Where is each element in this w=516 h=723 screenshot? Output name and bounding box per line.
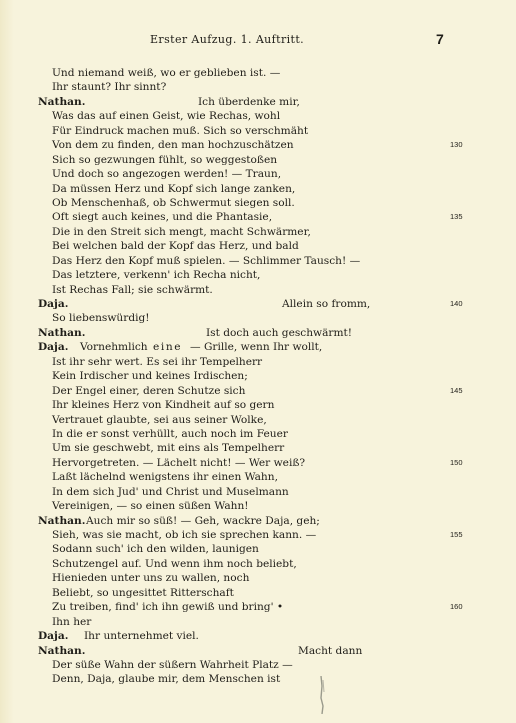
speaker-name: Nathan. [38, 514, 86, 527]
verse-line [0, 167, 516, 181]
verse-text-line: In die er sonst verhüllt, auch noch im Feuer [52, 427, 288, 440]
verse-text-line: Von dem zu finden, den man hochzuschätzen [52, 139, 294, 152]
verse-text-line: Das Herz den Kopf muß spielen. — Schlimmer Tausch! — [52, 254, 361, 267]
verse-line [0, 384, 516, 398]
verse-line [0, 600, 516, 614]
verse-text-line: Der süße Wahn der süßern Wahrheit Platz — [52, 658, 293, 671]
verse-text-line: Schutzengel auf. Und wenn ihm noch beliebt, [52, 557, 297, 570]
verse-line [0, 210, 516, 224]
verse-text-line: Und doch so angezogen werden! — Traun, [52, 168, 282, 181]
line-number: 145 [450, 385, 463, 395]
verse-text-line: Oft siegt auch keines, und die Phantasie, [52, 211, 273, 224]
verse-text-line: Beliebt, so ungesittet Ritterschaft [52, 586, 234, 599]
line-number: 135 [450, 212, 463, 222]
verse-text-line: Das letztere, verkenn' ich Recha nicht, [52, 269, 261, 282]
verse-text-line: Vereinigen, — so einen süßen Wahn! [52, 500, 249, 513]
verse-line [0, 586, 516, 600]
verse-text-line: Ob Menschenhaß, ob Schwermut siegen soll. [52, 196, 295, 209]
verse-line [0, 456, 516, 470]
verse-text-line: Vertrauet glaubte, sei aus seiner Wolke, [52, 413, 267, 426]
verse-text-line: Ihr staunt? Ihr sinnt? [52, 81, 167, 94]
verse-text-line: Ist Rechas Fall; sie schwärmt. [52, 283, 213, 296]
verse-line [0, 196, 516, 210]
verse-line [0, 672, 516, 686]
verse-line [0, 153, 516, 167]
verse-line [0, 470, 516, 484]
verse-text-line: In dem sich Jud' und Christ und Muselmann [52, 485, 289, 498]
verse-line [0, 542, 516, 556]
line-number: 150 [450, 457, 463, 467]
verse-line [0, 297, 516, 311]
verse-text-line: Um sie geschwebt, mit eins als Tempelherr [52, 442, 285, 455]
speech-text: Macht dann [298, 644, 363, 657]
verse-text-line: Denn, Daja, glaube mir, dem Menschen ist [52, 673, 281, 686]
verse-line [0, 528, 516, 542]
line-number: 140 [450, 299, 463, 308]
speaker-name: Daja. [38, 341, 69, 354]
speech-text: Auch mir so süß! — Geh, wackre Daja, geh; [86, 514, 320, 527]
verse-line [0, 268, 516, 282]
verse-line [0, 124, 516, 138]
page-number: 7 [436, 31, 444, 47]
speech-text: Ist doch auch geschwärmt! [206, 326, 353, 339]
speaker-name: Daja. [38, 298, 69, 310]
verse-line [0, 499, 516, 513]
speaker-name: Nathan. [38, 644, 86, 657]
verse-line [0, 485, 516, 499]
verse-line [0, 413, 516, 427]
verse-text-line: Zu treiben, find' ich ihn gewiß und bring' • [52, 601, 284, 614]
verse-text-line: Hervorgetreten. — Lächelt nicht! — Wer weiß? [52, 456, 306, 469]
verse-line [0, 66, 516, 80]
verse-text-line: Die in den Streit sich mengt, macht Schwärmer, [52, 225, 311, 238]
verse-line [0, 571, 516, 585]
verse-line [0, 283, 516, 297]
verse-line [0, 326, 516, 340]
speaker-name: Nathan. [38, 95, 86, 108]
verse-text-line: Sodann such' ich den wilden, launigen [52, 543, 259, 556]
verse-text-line: Ihn her [52, 615, 92, 628]
verse-text-line: Ist ihr sehr wert. Es sei ihr Tempelherr [52, 355, 263, 368]
verse-line [0, 398, 516, 412]
speaker-name: Nathan. [38, 326, 86, 339]
speaker-name: Daja. [38, 630, 69, 643]
verse-line [0, 514, 516, 528]
verse-text-line: Bei welchen bald der Kopf das Herz, und bald [52, 240, 299, 253]
verse-text-line: Für Eindruck machen muß. Sich so verschmäht [52, 124, 309, 137]
verse-line [0, 225, 516, 239]
verse-text-line: Ihr kleines Herz von Kindheit auf so gern [52, 399, 275, 412]
verse-text-line: Sieh, was sie macht, ob ich sie sprechen kann. — [52, 529, 317, 541]
running-head: Erster Aufzug. 1. Auftritt. [150, 33, 305, 46]
verse-line [0, 109, 516, 123]
verse-text-line: Was das auf einen Geist, wie Rechas, wohl [52, 110, 281, 123]
verse-line [0, 340, 516, 354]
speech-text: — Grille, wenn Ihr wollt, [190, 341, 323, 354]
speech-text: Ich überdenke mir, [198, 95, 300, 108]
verse-line [0, 355, 516, 369]
speech-text: Vornehmlich [80, 341, 148, 354]
verse-text-line: Sich so gezwungen fühlt, so weggestoßen [52, 153, 278, 166]
verse-line [0, 644, 516, 658]
verse-line [0, 615, 516, 629]
verse-text-line: Der Engel einer, deren Schutze sich [52, 384, 246, 397]
verse-line [0, 80, 516, 94]
margin-pencil-mark [318, 676, 326, 714]
line-number: 130 [450, 140, 463, 150]
verse-text-line: Und niemand weiß, wo er geblieben ist. — [52, 67, 281, 79]
verse-text-line: So liebenswürdig! [52, 312, 150, 325]
verse-line [0, 138, 516, 152]
verse-line [0, 311, 516, 325]
verse-line [0, 557, 516, 571]
verse-line [0, 369, 516, 383]
line-number: 160 [450, 602, 463, 612]
verse-line [0, 658, 516, 672]
line-number: 155 [450, 530, 463, 539]
verse-line [0, 254, 516, 268]
verse-text-line: Kein Irdischer und keines Irdischen; [52, 370, 248, 383]
verse-line [0, 95, 516, 109]
verse-text-line: Da müssen Herz und Kopf sich lange zanken, [52, 182, 296, 195]
verse-line [0, 629, 516, 643]
speech-text: eine [153, 341, 183, 354]
speech-text: Allein so fromm, [282, 298, 371, 310]
verse-text-line: Laßt lächelnd wenigstens ihr einen Wahn, [52, 471, 278, 484]
verse-line [0, 182, 516, 196]
page-header [0, 33, 516, 49]
verse-line [0, 427, 516, 441]
speech-text: Ihr unternehmet viel. [84, 630, 199, 643]
verse-line [0, 441, 516, 455]
verse-line [0, 239, 516, 253]
verse-text-line: Hienieden unter uns zu wallen, noch [52, 572, 250, 585]
verse-text [0, 66, 516, 687]
